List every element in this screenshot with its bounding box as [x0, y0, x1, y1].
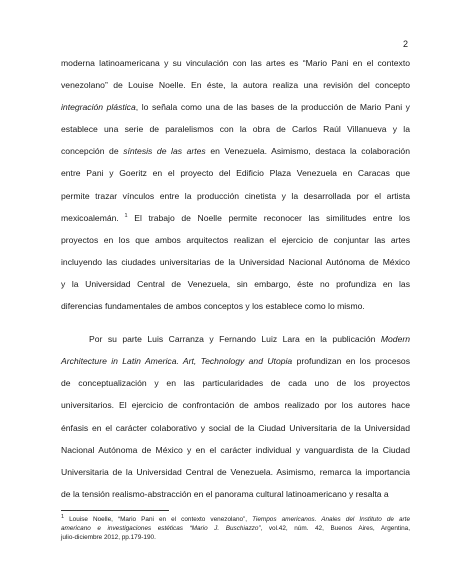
- text-line: [61, 162, 410, 184]
- text-segment: americano e investigaciones estéticas “Mario J. Buschiazzo”: [61, 525, 261, 533]
- text-segment: síntesis de las artes: [123, 146, 206, 157]
- text-line: [61, 118, 410, 140]
- text-line: [61, 417, 410, 439]
- text-segment: El trabajo de Noelle permite reconocer las similitudes entre los: [127, 212, 410, 223]
- text-line: [61, 185, 410, 207]
- text-segment: julio-diciembre 2012, pp.179-190.: [61, 534, 156, 542]
- text-line: [61, 372, 410, 394]
- text-segment: Louise Noelle, “Mario Pani en el contexto venezolano”,: [64, 516, 253, 523]
- text-segment: Nacional Autónoma de México y en el carácter individual y vanguardista de la Ciudad: [61, 444, 410, 455]
- text-line: [61, 52, 410, 74]
- text-segment: proyectos en los que ambos arquitectos realizan el ejercicio de conjuntar las artes: [61, 234, 410, 245]
- footnote-reference: 1: [61, 513, 65, 520]
- text-segment: de la tensión realismo-abstracción en el panorama cultural latinoamericano y resalta a: [61, 488, 389, 499]
- footnote: [61, 515, 410, 543]
- footnote-divider: [61, 510, 169, 511]
- text-line: [61, 229, 410, 251]
- footnote-line: [61, 515, 410, 524]
- text-line: [61, 74, 410, 96]
- page-number: 2: [402, 39, 408, 49]
- text-segment: Modern: [380, 334, 410, 345]
- text-line: [61, 96, 410, 118]
- text-segment: Tiempos americanos. Anales del Instituto de arte: [252, 516, 411, 523]
- text-segment: concepción de: [61, 146, 124, 157]
- text-line: [61, 483, 410, 505]
- text-line: [61, 207, 410, 229]
- text-segment: Universitaria de la Universidad Central de Venezuela. Asimismo, remarca la importancia: [61, 466, 410, 477]
- text-line: [61, 140, 410, 162]
- text-line: [61, 439, 410, 461]
- text-segment: mexicoalemán.: [61, 212, 119, 223]
- text-line: [61, 251, 410, 273]
- text-line: [61, 273, 410, 295]
- text-segment: establece una serie de paralelismos con la obra de Carlos Raúl Villanueva y la: [61, 124, 410, 135]
- text-segment: permite trazar vínculos entre la producción cinetista y la desarrollada por el artista: [61, 190, 410, 201]
- text-line: [61, 350, 410, 372]
- footnote-line: [61, 524, 410, 533]
- text-segment: entre Pani y Goeritz en el proyecto del Edificio Plaza Venezuela en Caracas que: [61, 168, 410, 179]
- text-segment: universitarios. El ejercicio de confrontación de ambos realizado por los autores hace: [61, 400, 410, 411]
- text-line: [61, 328, 410, 350]
- text-segment: integración plástica: [61, 102, 136, 113]
- text-segment: diferencias fundamentales de ambos conceptos y los establece como lo mismo.: [61, 301, 365, 312]
- footnote-reference: 1: [118, 212, 128, 219]
- text-segment: de conceptualización y en las particularidades de cada uno de los proyectos: [61, 378, 410, 389]
- text-segment: y la Universidad Central de Venezuela, sin embargo, éste no profundiza en las: [61, 278, 410, 289]
- text-line: [61, 461, 410, 483]
- footnote-line: [61, 533, 410, 542]
- text-line: [61, 295, 410, 317]
- paragraph-2: [61, 328, 410, 505]
- text-segment: , lo señala como una de las bases de la producción de Mario Pani y: [135, 102, 410, 113]
- paragraph-1: [61, 52, 410, 317]
- text-segment: Architecture in Latin America. Art, Technology and Utopia: [61, 356, 293, 367]
- text-segment: , vol.42, núm. 42, Buenos Aires, Argentina,: [260, 525, 410, 533]
- text-segment: Por su parte Luis Carranza y Fernando Luiz Lara en la publicación: [89, 334, 381, 345]
- text-line: [61, 394, 410, 416]
- text-segment: en Venezuela. Asimismo, destaca la colaboración: [205, 146, 410, 157]
- text-segment: incluyendo las ciudades universitarias de la Universidad Nacional Autónoma de México: [61, 256, 410, 267]
- body-text: [61, 52, 410, 505]
- paragraph-gap: [61, 317, 410, 328]
- text-segment: énfasis en el carácter colaborativo y social de la Ciudad Universitaria de la Universidad: [61, 422, 410, 433]
- text-segment: profundizan en los procesos: [292, 356, 410, 367]
- text-segment: moderna latinoamericana y su vinculación con las artes es “Mario Pani en el contexto: [61, 58, 410, 68]
- text-segment: venezolano” de Louise Noelle. En éste, la autora realiza una revisión del concepto: [61, 80, 410, 91]
